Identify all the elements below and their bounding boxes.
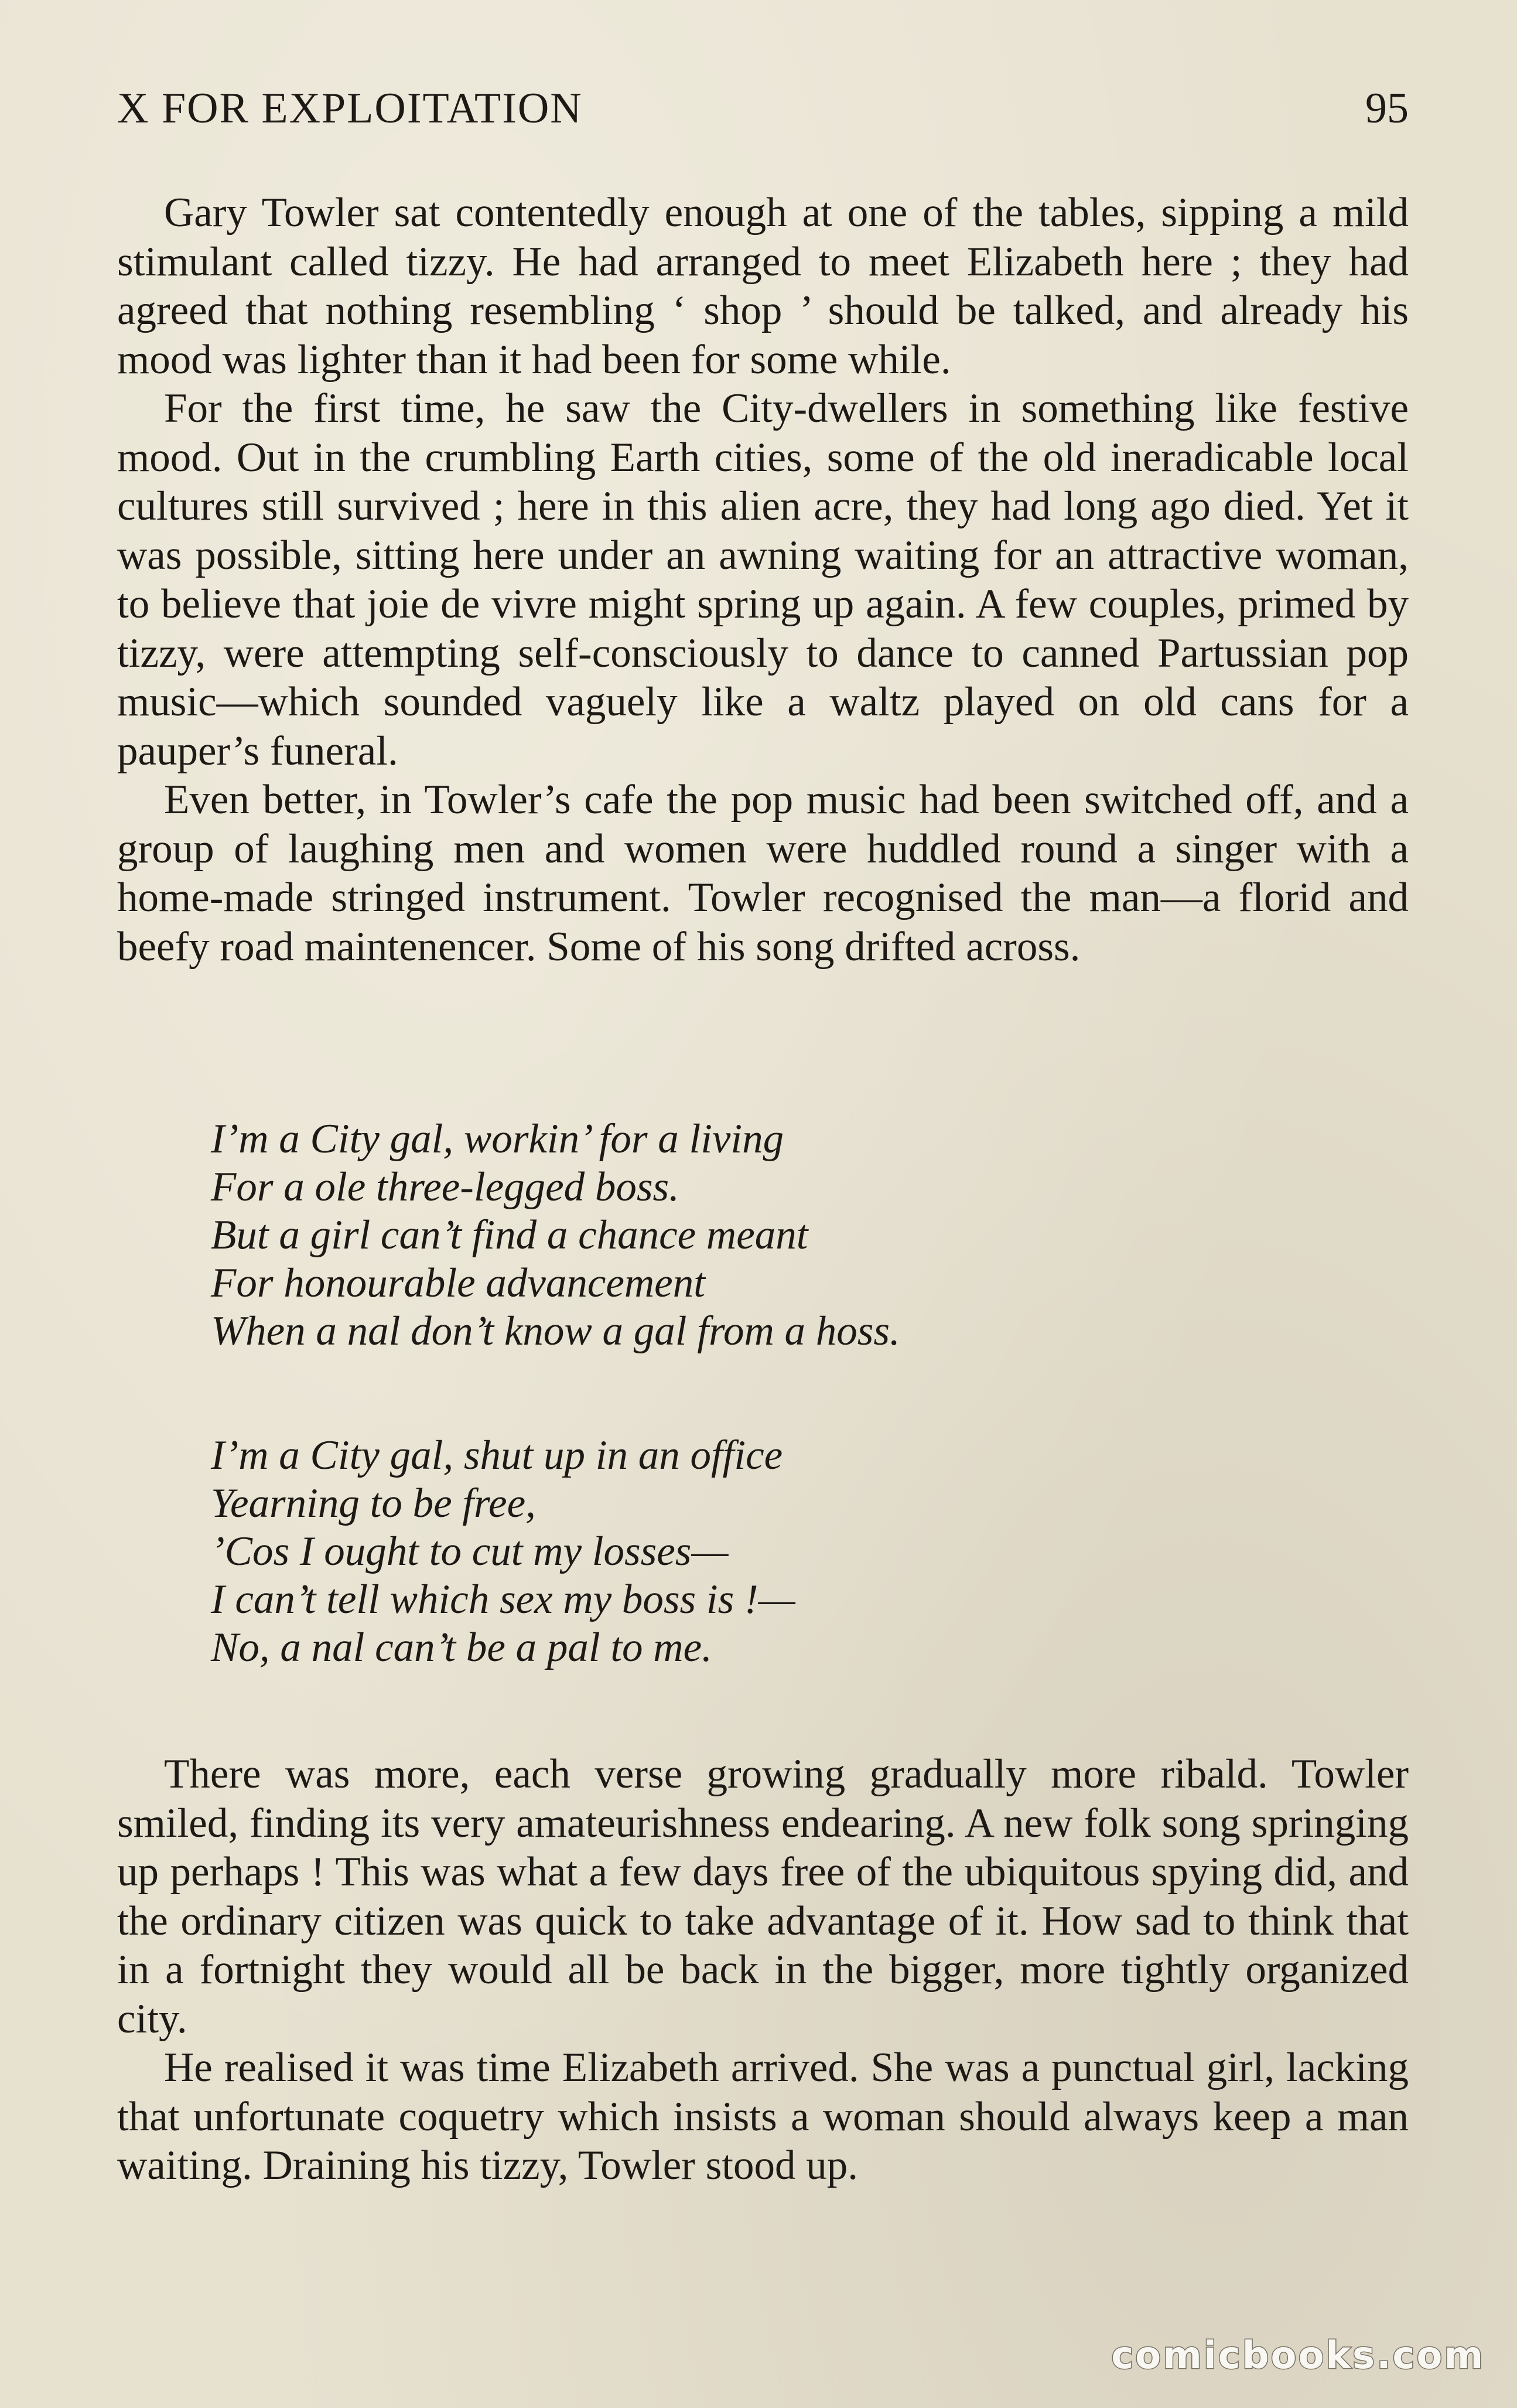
song-verse-1 xyxy=(211,1115,1265,1355)
running-head: X FOR EXPLOITATION xyxy=(117,84,583,132)
body-text-after-song xyxy=(117,1750,1409,2191)
site-watermark: comicbooks.com xyxy=(1111,2334,1485,2378)
paragraph: Gary Towler sat contentedly enough at one of the tables, sipping a mild stimulant called tizzy. He had arranged to meet Elizabeth here ; they had agreed that nothing resembling ‘ shop ’ should be talked, and already his mood was lighter than it had been for some while. xyxy=(117,190,1409,383)
verse-line: Yearning to be free, xyxy=(211,1481,536,1526)
page-number: 95 xyxy=(1365,84,1409,132)
verse-line: ’Cos I ought to cut my losses— xyxy=(211,1529,729,1574)
verse-line: I’m a City gal, shut up in an office xyxy=(211,1432,783,1478)
verse-line: For honourable advancement xyxy=(211,1260,705,1306)
verse-line: I can’t tell which sex my boss is !— xyxy=(211,1577,795,1622)
body-text-before-song xyxy=(117,189,1409,971)
paragraph: Even better, in Towler’s cafe the pop music had been switched off, and a group of laughing men and women were huddled round a singer with a home-made stringed instrument. Towler recognised the man—a florid and beefy road maintenencer. Some of his song drifted across. xyxy=(117,777,1409,970)
paragraph: There was more, each verse growing gradually more ribald. Towler smiled, finding its very amateurishness endearing. A new folk song springing up perhaps ! This was what a few days free of the ubiquitous spying did, and the ordinary citizen was quick to take advantage of it. How sad to think that in a fortnight they would all be back in the bigger, more tightly organized city. xyxy=(117,1751,1409,2042)
verse-line: For a ole three-legged boss. xyxy=(211,1164,679,1210)
verse-line: No, a nal can’t be a pal to me. xyxy=(211,1625,712,1670)
song-verse-2 xyxy=(211,1431,1265,1672)
paragraph: For the first time, he saw the City-dwellers in something like festive mood. Out in the crumbling Earth cities, some of the old ineradicable local cultures still survived ; here in this alien acre, they had long ago died. Yet it was possible, sitting here under an awning waiting for an attractive woman, to believe that joie de vivre might spring up again. A few couples, primed by tizzy, were attempting self-consciously to dance to canned Partussian pop music—which sounded vaguely like a waltz played on old cans for a pauper’s funeral. xyxy=(117,386,1409,774)
verse-line: I’m a City gal, workin’ for a living xyxy=(211,1116,784,1162)
verse-line: But a girl can’t find a chance meant xyxy=(211,1212,808,1258)
verse-line: When a nal don’t know a gal from a hoss. xyxy=(211,1308,900,1354)
paragraph: He realised it was time Elizabeth arrived. She was a punctual girl, lacking that unfortunate coquetry which insists a woman should always keep a man waiting. Draining his tizzy, Towler stood up. xyxy=(117,2045,1409,2188)
